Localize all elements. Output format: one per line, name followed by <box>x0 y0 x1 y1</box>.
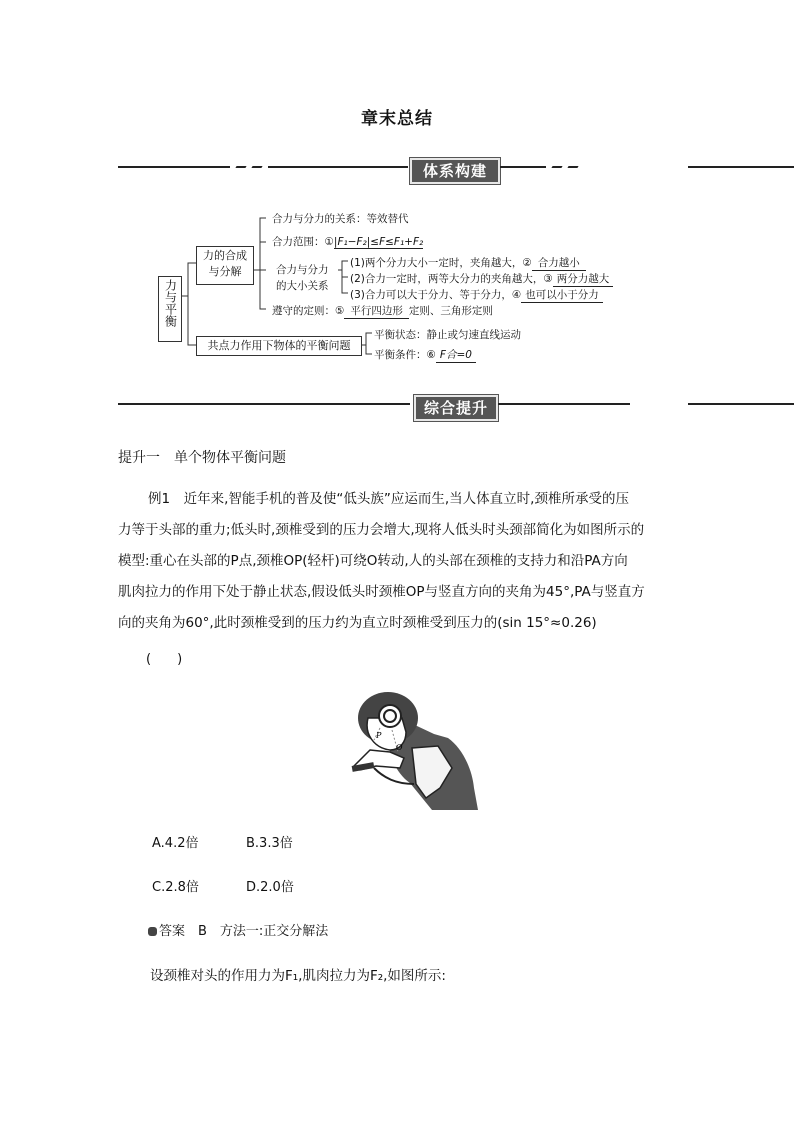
size-item-text: (1)两个分力大小一定时，夹角越大，② <box>350 257 532 269</box>
branch-label-line2: 与分解 <box>208 265 242 278</box>
answer-line <box>148 920 328 939</box>
range-formula: |F₁−F₂|≤F≤F₁+F₂ <box>333 236 424 248</box>
relation-text: 合力与分力的关系：等效替代 <box>272 213 409 225</box>
rules-suffix: 定则、三角形定则 <box>408 305 493 317</box>
example-line: 向的夹角为60°,此时颈椎受到的压力约为直立时颈椎受到压力的(sin 15°≈0.26) <box>118 615 597 631</box>
rules-answer: 平行四边形 <box>344 303 409 319</box>
example-line: 模型:重心在头部的P点,颈椎OP(轻杆)可绕O转动,人的头部在颈椎的支持力和沿PA方向 <box>118 553 628 569</box>
size-item-text: (3)合力可以大于分力、等于分力，④ <box>350 289 522 301</box>
example-paragraph <box>118 484 678 639</box>
option-d: D.2.0倍 <box>246 880 294 895</box>
size-item-2 <box>350 271 613 287</box>
range-row <box>272 234 423 249</box>
answer-blank: ( ) <box>146 652 183 667</box>
size-item-1 <box>350 255 586 271</box>
option-b: B.3.3倍 <box>246 836 293 851</box>
mindmap-root-label: 力与平衡 <box>163 279 178 327</box>
mindmap-branch-composition <box>196 246 254 285</box>
section-badge: 体系构建 <box>410 158 500 184</box>
mindmap-root <box>158 276 182 342</box>
option-a: A.4.2倍 <box>152 836 199 851</box>
size-relation-line2: 的大小关系 <box>276 280 329 292</box>
person-phone-illustration <box>340 688 480 810</box>
size-item-answer: 也可以小于分力 <box>521 287 603 303</box>
range-prefix: 合力范围：① <box>272 236 334 248</box>
size-item-text: (2)合力一定时，两等大分力的夹角越大，③ <box>350 273 553 285</box>
size-item-answer: 两分力越大 <box>553 271 614 287</box>
divider-line <box>688 403 794 405</box>
subheading: 提升一 单个物体平衡问题 <box>118 450 286 466</box>
example-line: 力等于头部的重力;低头时,颈椎受到的压力会增大,现将人低头时头颈部简化为如图所示的 <box>118 522 645 538</box>
page-title: 章末总结 <box>361 109 433 129</box>
balance-cond-answer: F合=0 <box>436 347 476 363</box>
rules-prefix: 遵守的定则：⑤ <box>272 305 345 317</box>
branch-label-line1: 力的合成 <box>203 249 247 262</box>
rules-row <box>272 303 493 319</box>
mindmap-branch-balance: 共点力作用下物体的平衡问题 <box>196 336 362 356</box>
section-badge: 综合提升 <box>414 395 498 421</box>
balance-cond-prefix: 平衡条件：⑥ <box>374 349 436 361</box>
answer-text: 答案 B 方法一:正交分解法 <box>159 924 329 939</box>
size-item-3 <box>350 287 603 303</box>
balance-condition <box>374 347 476 363</box>
size-relation-label <box>276 262 329 294</box>
figure-label-o: O <box>396 743 403 752</box>
balance-state: 平衡状态：静止或匀速直线运动 <box>374 329 521 341</box>
size-item-answer: 合力越小 <box>532 255 586 271</box>
answer-marker-icon <box>148 927 157 936</box>
size-relation-line1: 合力与分力 <box>276 264 329 276</box>
option-c: C.2.8倍 <box>152 880 199 895</box>
example-line: 例1 近年来,智能手机的普及使“低头族”应运而生,当人体直立时,颈椎所承受的压 <box>148 491 629 507</box>
figure-label-p: P <box>376 731 382 740</box>
divider-line <box>118 403 410 405</box>
divider-line <box>498 403 630 405</box>
example-line: 肌肉拉力的作用下处于静止状态,假设低头时颈椎OP与竖直方向的夹角为45°,PA与竖直方 <box>118 584 645 600</box>
solution-line: 设颈椎对头的作用力为F₁,肌肉拉力为F₂,如图所示: <box>150 968 446 984</box>
